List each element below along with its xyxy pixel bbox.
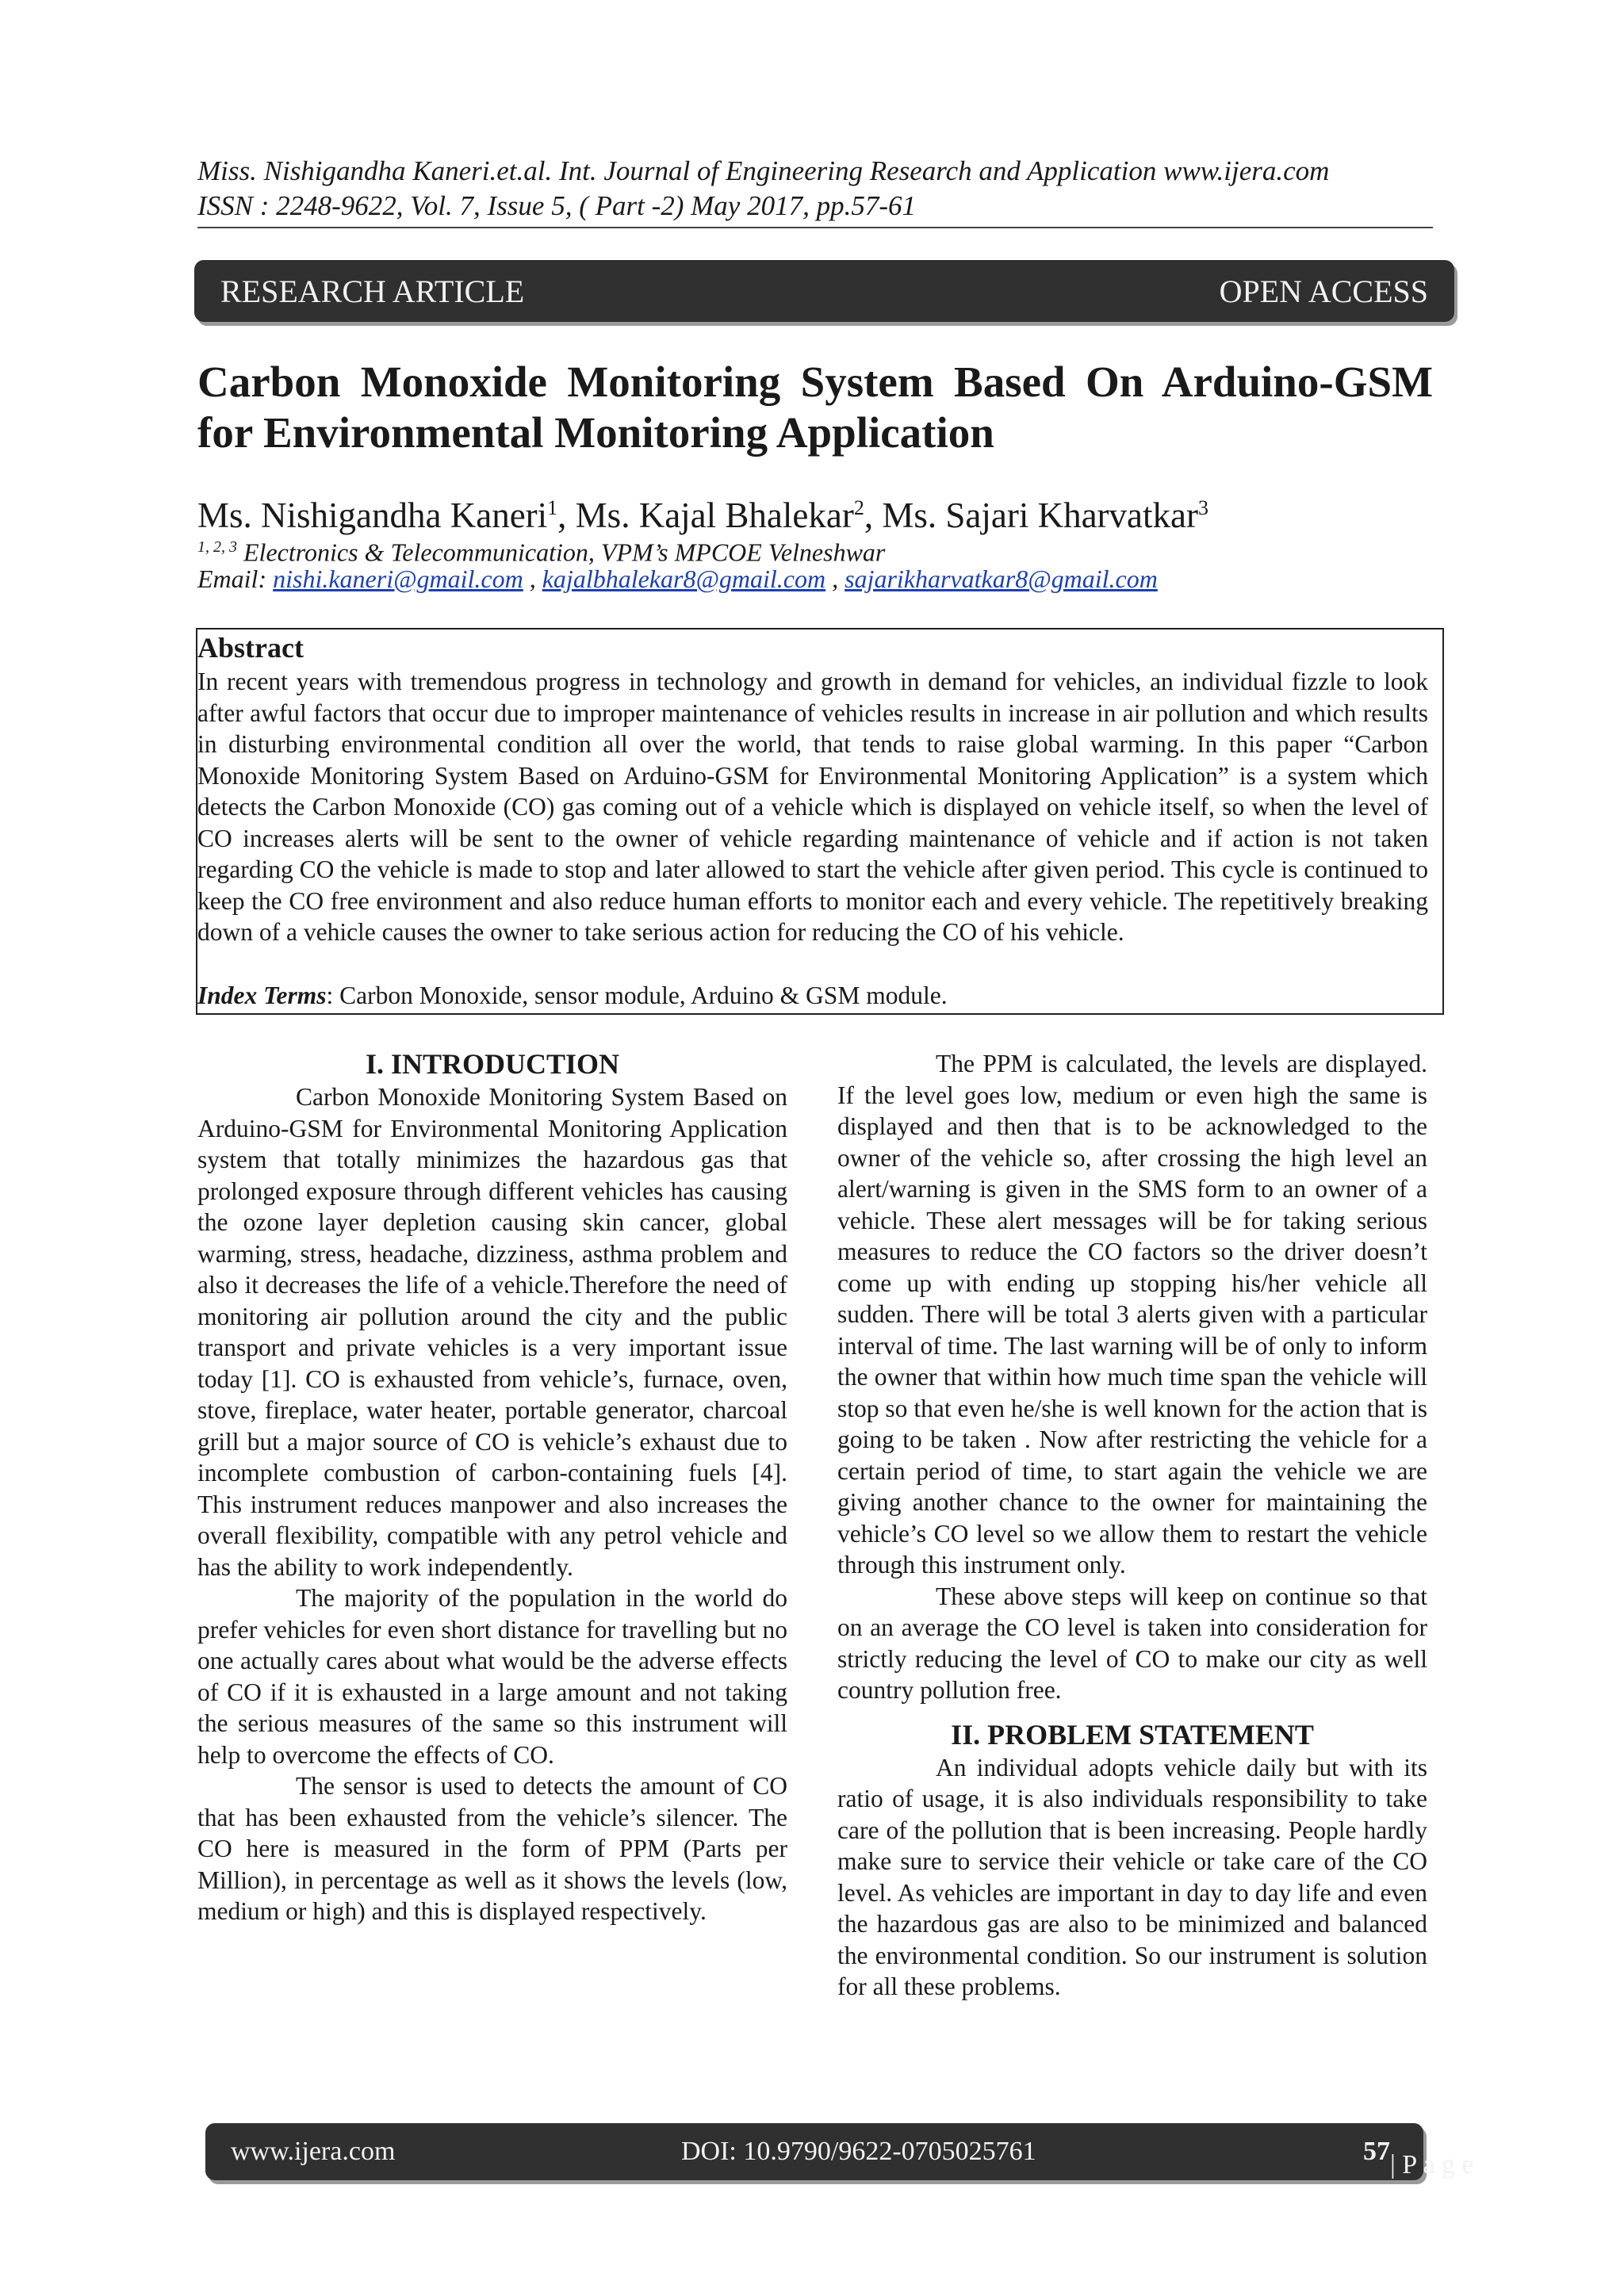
email-separator: , bbox=[523, 564, 542, 593]
intro-paragraph-2: The majority of the population in the world do prefer vehicles for even short distance for travelling but no one actually cares about what would be the adverse effects of CO if it is exhausted in a large amount and not taking the serious measures of the same so this instrument will help to overcome the effects of CO. bbox=[197, 1584, 787, 1769]
footer-page-label: | P a g e bbox=[1390, 2150, 1474, 2179]
index-terms-text: : Carbon Monoxide, sensor module, Arduino & GSM module. bbox=[326, 982, 948, 1009]
email-label: Email: bbox=[197, 564, 274, 593]
journal-header-line2: ISSN : 2248-9622, Vol. 7, Issue 5, ( Part -2) May 2017, pp.57-61 bbox=[197, 190, 917, 221]
email-link-2[interactable]: kajalbhalekar8@gmail.com bbox=[542, 564, 826, 593]
intro-paragraph-3: The sensor is used to detects the amount of CO that has been exhausted from the vehicle’s silencer. The CO here is measured in the form of PPM (Parts per Million), in percentage as well as it shows the levels (low, medium or high) and this is displayed respectively. bbox=[197, 1772, 787, 1925]
banner-open-access: OPEN ACCESS bbox=[1219, 274, 1428, 309]
author-3-sup: 3 bbox=[1197, 496, 1208, 519]
affiliation-text: Electronics & Telecommunication, VPM’s MPCOE Velneshwar bbox=[237, 538, 886, 567]
email-link-1[interactable]: nishi.kaneri@gmail.com bbox=[273, 564, 523, 593]
author-list bbox=[197, 487, 1208, 537]
journal-header-line1: Miss. Nishigandha Kaneri.et.al. Int. Journal of Engineering Research and Application www.ijera.com bbox=[197, 155, 1330, 186]
index-terms bbox=[197, 980, 948, 1012]
author-1-sup: 1 bbox=[547, 496, 558, 519]
left-column bbox=[197, 1047, 787, 1927]
header-divider bbox=[197, 227, 1433, 228]
index-terms-label: Index Terms bbox=[197, 982, 327, 1009]
email-line bbox=[197, 563, 1158, 595]
intro-paragraph-5: These above steps will keep on continue so that on an average the CO level is taken into consideration for strictly reducing the level of CO to make our city as well country pollution free. bbox=[837, 1582, 1427, 1704]
section-heading-problem-statement: II. PROBLEM STATEMENT bbox=[951, 1718, 1314, 1751]
intro-paragraph-1: Carbon Monoxide Monitoring System Based on Arduino-GSM for Environmental Monitoring Application system that totally minimizes the hazardous gas that prolonged exposure through different vehicles has causing the ozone layer depletion causing skin cancer, global warming, stress, headache, dizziness, asthma problem and also it decreases the life of a vehicle.Therefore the need of monitoring air pollution around the city and the public transport and private vehicles is a very important issue today [1]. CO is exhausted from vehicle’s, furnace, oven, stove, fireplace, water heater, portable generator, charcoal grill but a major source of CO is vehicle’s exhaust due to incomplete combustion of carbon-containing fuels [4]. This instrument reduces manpower and also increases the overall flexibility, compatible with any petrol vehicle and has the ability to work independently. bbox=[197, 1083, 787, 1581]
banner-research-article: RESEARCH ARTICLE bbox=[220, 274, 525, 309]
footer-doi: DOI: 10.9790/9622-0705025761 bbox=[681, 2137, 1036, 2166]
intro-paragraph-4: The PPM is calculated, the levels are displayed. If the level goes low, medium or even high the same is displayed and then that is to be acknowledged to the owner of the vehicle so, after crossing the high level an alert/warning is given in the SMS form to an owner of a vehicle. These alert messages will be for taking serious measures to reduce the CO factors so the driver doesn’t come up with ending up stopping his/her vehicle all sudden. There will be total 3 alerts given with a particular interval of time. The last warning will be of only to inform the owner that within how much time span the vehicle will stop so that even he/she is well known for the action that is going to be taken . Now after restricting the vehicle for a certain period of time, to start again the vehicle we are giving another chance to the owner for maintaining the vehicle’s CO level so we allow them to restart the vehicle through this instrument only. bbox=[837, 1050, 1427, 1578]
email-link-3[interactable]: sajarikharvatkar8@gmail.com bbox=[845, 564, 1158, 593]
paper-title: Carbon Monoxide Monitoring System Based On Arduino-GSM for Environmental Monitoring Application bbox=[197, 358, 1433, 457]
right-column bbox=[837, 1048, 1427, 2003]
footer-website: www.ijera.com bbox=[231, 2137, 396, 2166]
article-type-banner bbox=[194, 260, 1454, 322]
email-separator: , bbox=[825, 564, 845, 593]
page-footer bbox=[205, 2123, 1474, 2180]
author-2-sup: 2 bbox=[853, 496, 864, 519]
footer-page bbox=[1363, 2137, 1474, 2179]
author-2: , Ms. Kajal Bhalekar bbox=[557, 496, 854, 535]
abstract-heading: Abstract bbox=[197, 632, 304, 664]
problem-paragraph-1: An individual adopts vehicle daily but with its ratio of usage, it is also individuals responsibility to take care of the pollution that is been increasing. People hardly make sure to service their vehicle or take care of the CO level. As vehicles are important in day to day life and even the hazardous gas are also to be minimized and balanced the environmental condition. So our instrument is solution for all these problems. bbox=[837, 1753, 1427, 2000]
author-1: Ms. Nishigandha Kaneri bbox=[197, 496, 548, 535]
author-3: , Ms. Sajari Kharvatkar bbox=[864, 496, 1198, 535]
abstract-text: In recent years with tremendous progress in technology and growth in demand for vehicles, an individual fizzle to look after awful factors that occur due to improper maintenance of vehicles results in increase in air pollution and which results in disturbing environmental condition all over the world, that tends to raise global warming. In this paper “Carbon Monoxide Monitoring System Based on Arduino-GSM for Environmental Monitoring Application” is a system which detects the Carbon Monoxide (CO) gas coming out of a vehicle which is displayed on vehicle itself, so when the level of CO increases alerts will be sent to the owner of vehicle regarding maintenance of vehicle and if action is not taken regarding CO the vehicle is made to stop and later allowed to start the vehicle after given period. This cycle is continued to keep the CO free environment and also reduce human efforts to monitor each and every vehicle. The repetitively breaking down of a vehicle causes the owner to take serious action for reducing the CO of his vehicle. bbox=[197, 668, 1428, 946]
affiliation-sup: 1, 2, 3 bbox=[197, 538, 237, 556]
footer-page-number: 57 bbox=[1363, 2137, 1390, 2166]
section-heading-introduction: I. INTRODUCTION bbox=[365, 1048, 620, 1080]
